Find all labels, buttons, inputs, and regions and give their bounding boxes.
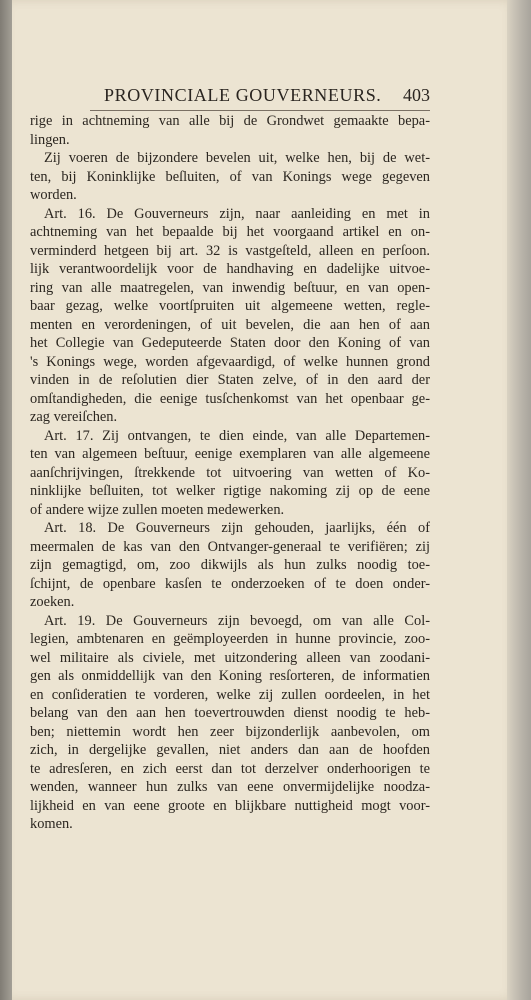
text-line: ten, bij Koninklijke beſluiten, of van Konings wege gegeven <box>30 168 430 185</box>
text-line: komen. <box>30 816 73 832</box>
text-line: vinden in de reſolutien dier Staten zelve, of in den aard der <box>30 372 430 388</box>
text-line: legien, ambtenaren en geëmployeerden in hunne provincie, zoo- <box>30 631 430 647</box>
text-line: worden. <box>30 187 77 203</box>
text-line: Art. 16. De Gouverneurs zijn, naar aanleiding en met in <box>44 205 430 222</box>
text-line: zich, in dergelijke gevallen, niet anders dan aan de hoofden <box>30 742 430 758</box>
text-line: baar gezag, welke voortſpruiten uit algemeene wetten, regle- <box>30 298 430 314</box>
page-number: 403 <box>403 85 430 105</box>
text-line: belang van den aan hen toevertrouwden dienst noodig te heb- <box>30 705 430 721</box>
text-line: achtneming van het bepaalde bij het voorgaand artikel en on- <box>30 224 430 240</box>
text-line: te adresſeren, en zich eerst dan tot derzelver onderhoorigen te <box>30 760 430 777</box>
page-edge <box>507 0 531 1000</box>
text-line: rige in achtneming van alle bij de Grondwet gemaakte bepa- <box>30 113 430 129</box>
text-line: en conſideratien te vorderen, welke zij zullen oordeelen, in het <box>30 686 430 703</box>
running-title: PROVINCIALE GOUVERNEURS. <box>104 85 382 105</box>
text-line: het Collegie van Gedeputeerde Staten door den Koning of van <box>30 335 430 351</box>
header-rule <box>90 110 430 111</box>
text-line: ſchijnt, de openbare kasſen te onderzoeken of te doen onder- <box>30 575 430 592</box>
text-line: ten van algemeen beſtuur, eenige exemplaren van alle algemeene <box>30 446 430 462</box>
text-line: lingen. <box>30 131 70 148</box>
text-line: wenden, wanneer hun zulks van eene onvermijdelijke noodza- <box>30 779 430 795</box>
text-line: of andere wijze zullen moeten medewerken. <box>30 501 285 518</box>
text-line: zoeken. <box>30 594 75 610</box>
text-line: omſtandigheden, die eenige tusſchenkomst van het openbaar ge- <box>30 390 430 407</box>
text-line: Art. 18. De Gouverneurs zijn gehouden, jaarlijks, één of <box>44 520 430 536</box>
text-line: ring van alle maatregelen, van inwendig beſtuur, en van open- <box>30 279 430 296</box>
text-line: lijk verantwoordelijk voor de handhaving en dadelijke uitvoe- <box>30 261 430 277</box>
book-page <box>12 0 517 1000</box>
text-line: Zij voeren de bijzondere bevelen uit, welke hen, bij de wet- <box>44 150 430 166</box>
text-line: Art. 17. Zij ontvangen, te dien einde, van alle Departemen- <box>44 427 430 444</box>
body-text <box>30 112 430 834</box>
text-line: Art. 19. De Gouverneurs zijn bevoegd, om van alle Col- <box>44 612 430 629</box>
running-header <box>90 84 430 112</box>
text-line: zijn gemagtigd, om, zoo dikwijls als hun zulks noodig toe- <box>30 557 430 573</box>
text-line: 's Konings wege, worden afgevaardigd, of welke hunnen grond <box>30 353 430 370</box>
text-line: gen als onmiddellijk van den Koning resſorteren, de informatien <box>30 668 430 684</box>
text-line: aanſchrijvingen, ſtrekkende tot uitvoering van wetten of Ko- <box>30 464 430 481</box>
binding-gutter <box>0 0 12 1000</box>
text-line: menten en verordeningen, of uit bevelen, die aan hen of aan <box>30 316 430 333</box>
text-line: wel militaire als civiele, met uitzondering alleen van zoodani- <box>30 649 430 666</box>
text-line: meermalen de kas van den Ontvanger-generaal te verifiëren; zij <box>30 538 430 555</box>
text-line: ben; niettemin wordt hen zeer bijzonderlijk aanbevolen, om <box>30 723 430 740</box>
text-line: zag vereiſchen. <box>30 409 118 425</box>
text-line: ninklijke beſluiten, tot welker rigtige nakoming zij op de eene <box>30 483 430 499</box>
text-line: verminderd hetgeen bij art. 32 is vastgeſteld, alleen en perſoon. <box>30 242 430 259</box>
text-line: lijkheid en van eene groote en blijkbare nuttigheid mogt voor- <box>30 797 430 814</box>
